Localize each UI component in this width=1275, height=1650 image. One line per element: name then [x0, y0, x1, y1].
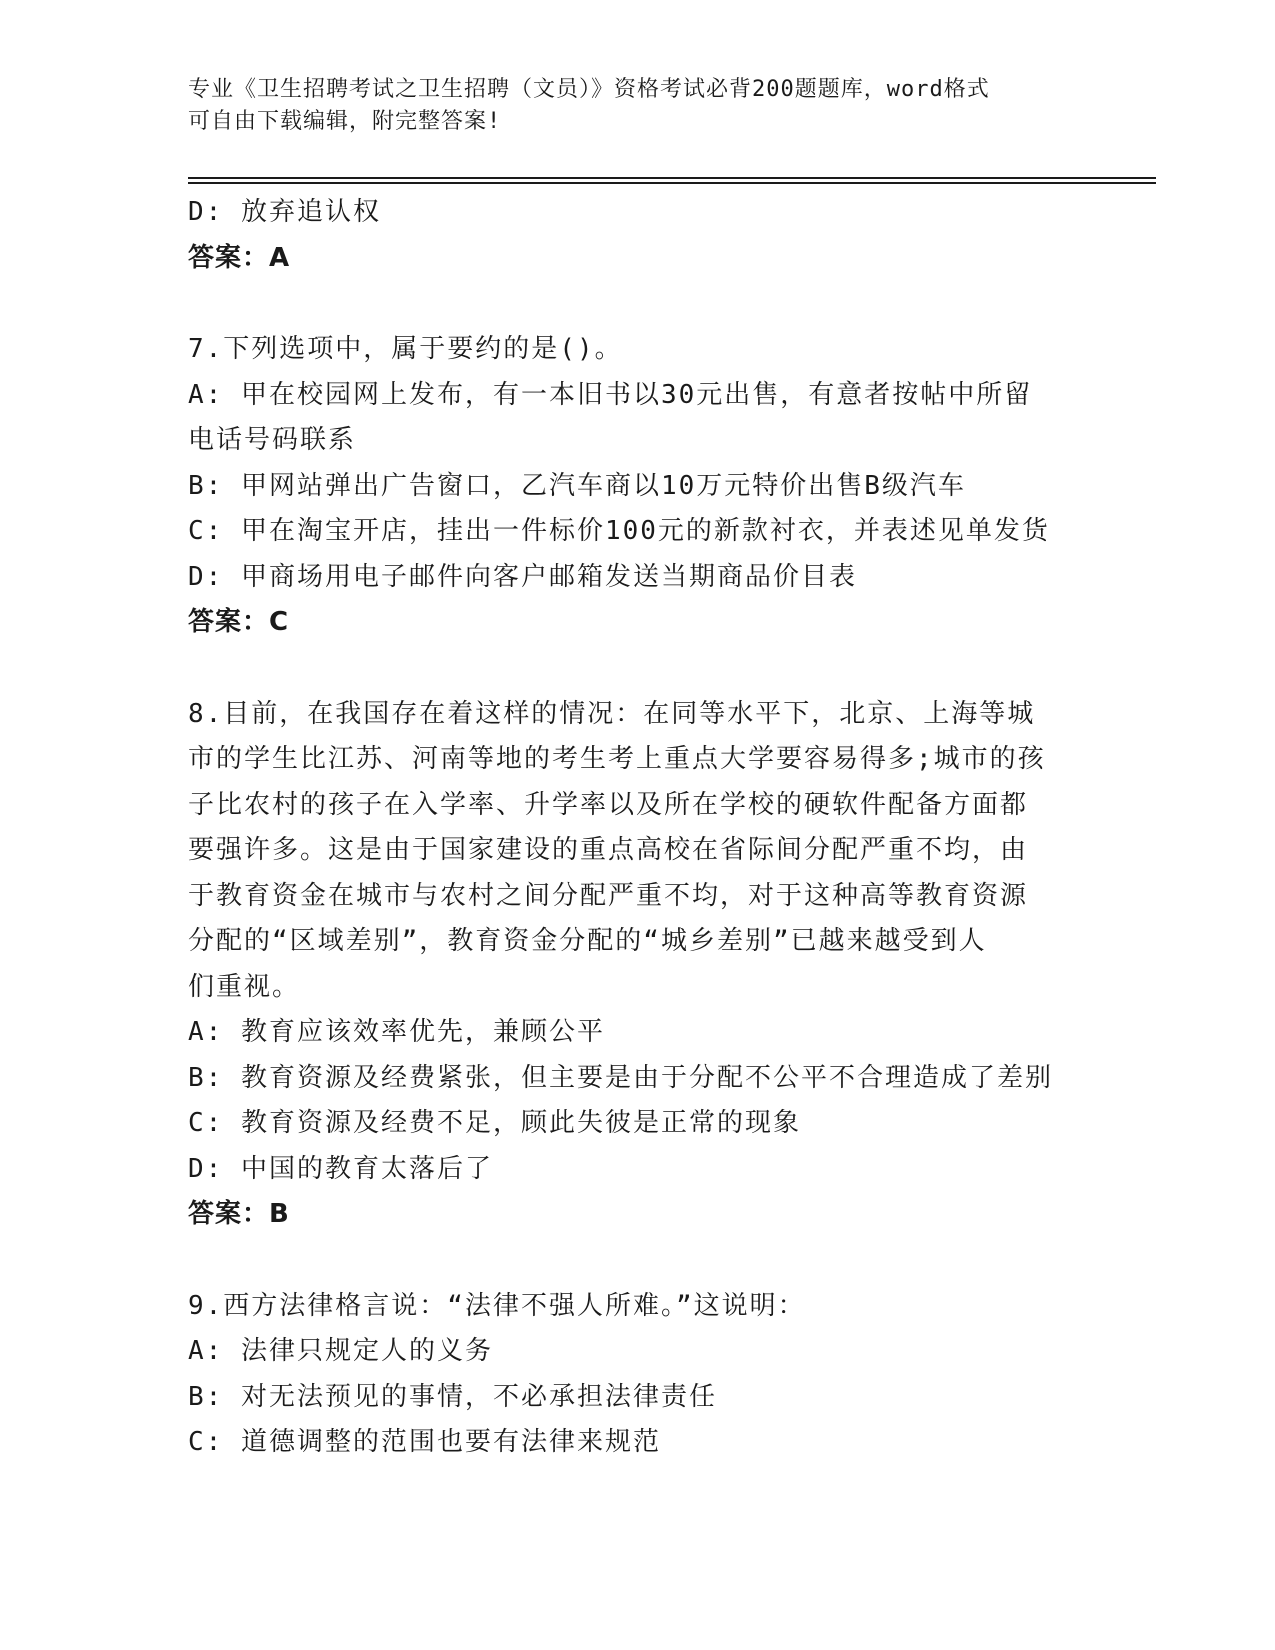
option-a: A: 甲在校园网上发布，有一本旧书以30元出售，有意者按帖中所留 [188, 379, 1033, 410]
document-body [188, 190, 1088, 1466]
question-stem: 7.下列选项中，属于要约的是()。 [188, 334, 623, 364]
option-a: A: 教育应该效率优先，兼顾公平 [188, 1017, 605, 1047]
page-header [188, 74, 1088, 138]
option-a: A: 法律只规定人的义务 [188, 1336, 493, 1366]
option-d: D: 甲商场用电子邮件向客户邮箱发送当期商品价目表 [188, 561, 857, 592]
option-b: B: 甲网站弹出广告窗口，乙汽车商以10万元特价出售B级汽车 [188, 470, 966, 501]
question-stem-line: 们重视。 [188, 971, 301, 1002]
header-title-line-1: 专业《卫生招聘考试之卫生招聘（文员）》资格考试必背200题题库，word格式 [188, 77, 990, 102]
question-stem-line: 8.目前，在我国存在着这样的情况：在同等水平下，北京、上海等城 [188, 698, 1036, 729]
question-stem-line: 要强许多。这是由于国家建设的重点高校在省际间分配严重不均，由 [188, 835, 1029, 865]
header-divider-top [188, 177, 1156, 179]
answer-line: 答案：B [188, 1199, 290, 1229]
question-9 [188, 1284, 1088, 1466]
answer-line: 答案：C [188, 607, 290, 637]
spacer [188, 281, 1088, 327]
header-divider-bottom [188, 182, 1156, 184]
spacer [188, 646, 1088, 692]
question-stem: 9.西方法律格言说：“法律不强人所难。”这说明： [188, 1290, 806, 1321]
question-8 [188, 692, 1088, 1238]
answer-line: 答案：A [188, 242, 291, 273]
question-stem-line: 于教育资金在城市与农村之间分配严重不均，对于这种高等教育资源 [188, 880, 1029, 911]
option-c: C: 教育资源及经费不足，顾此失彼是正常的现象 [188, 1108, 801, 1138]
option-d: D: 中国的教育太落后了 [188, 1153, 493, 1184]
header-title-line-2: 可自由下载编辑，附完整答案! [188, 109, 502, 134]
option-c: C: 道德调整的范围也要有法律来规范 [188, 1427, 661, 1457]
question-7 [188, 327, 1088, 646]
option-d: D: 放弃追认权 [188, 197, 381, 227]
option-b: B: 教育资源及经费紧张，但主要是由于分配不公平不合理造成了差别 [188, 1062, 1053, 1093]
spacer [188, 1238, 1088, 1284]
option-c: C: 甲在淘宝开店，挂出一件标价100元的新款衬衣，并表述见单发货 [188, 516, 1050, 546]
option-b: B: 对无法预见的事情，不必承担法律责任 [188, 1381, 717, 1412]
question-stem-line: 市的学生比江苏、河南等地的考生考上重点大学要容易得多;城市的孩 [188, 744, 1046, 774]
option-a-continued: 电话号码联系 [188, 425, 357, 455]
question-stem-line: 子比农村的孩子在入学率、升学率以及所在学校的硬软件配备方面都 [188, 789, 1029, 820]
question-stem-line: 分配的“区域差别”，教育资金分配的“城乡差别”已越来越受到人 [188, 926, 987, 956]
